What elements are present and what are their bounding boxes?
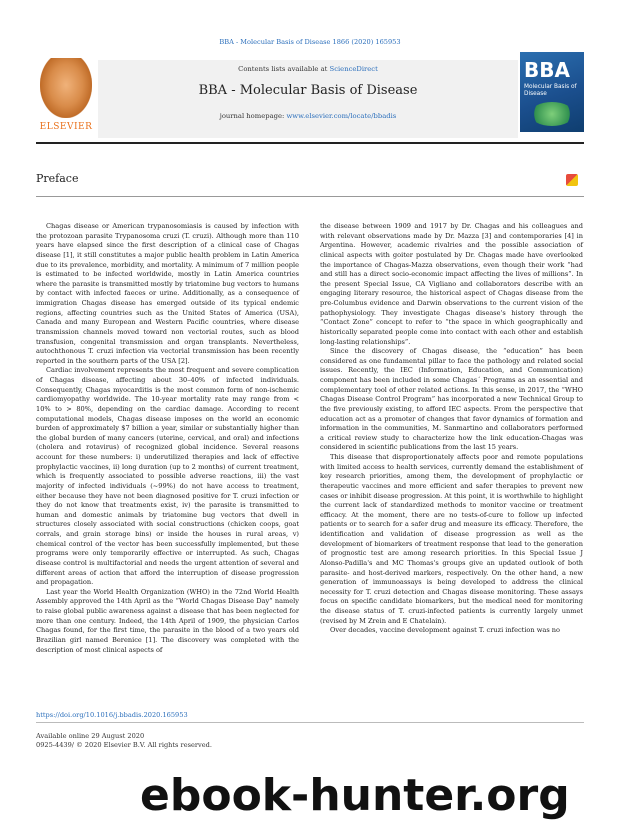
homepage-prefix: journal homepage: [219, 112, 287, 120]
journal-header [36, 52, 584, 138]
header-divider [36, 142, 584, 144]
elsevier-tree-icon [40, 58, 92, 118]
footer-divider [36, 722, 584, 723]
paragraph: This disease that disproportionately affects poor and remote populations with limited access to health services, currently demand the establishment of key research priorities, among them, the development of prophylactic or therapeutic vaccines and more efficient and safer therapies to prevent new cases or inhibit disease progression. At this point, it is worthwhile to highlight the current lack of standardized methods to monitor vaccine or treatment efficacy. At the moment, there are no tests-of-cure to follow up infected patients or to search for a safer drug and measure its efficacy. Therefore, the identification and validation of disease progression as well as the development of biomarkers of treatment response that lead to the generation of prognostic test are among research priorities. In this Special Issue J Alonso-Padilla's and MC Thomas's groups give an updated outlook of both parasite- and host-derived markers, respectively. On the other hand, a new generation of immunoassays is being developed to address the clinical necessity for T. cruzi detection and Chagas disease monitoring. These assays focus on specific candidate biomarkers, but the medical need for monitoring the disease status of T. cruzi-infected patients is currently largely unmet (revised by M Zrein and E Chatelain). [320, 453, 583, 625]
cover-graphic [530, 102, 574, 126]
journal-cover-image [520, 52, 584, 132]
paragraph: Last year the World Health Organization (WHO) in the 72nd World Health Assembly approved the 14th April as the “World Chagas Disease Day” namely to raise global public awareness against a disease that has been neglected for more than one century. Indeed, the 14th April of 1909, the physician Carlos Chagas found, for the first time, the parasite in the blood of a two years old Brazilian girl named Berenice [1]. The discovery was completed with the description of most clinical aspects of [36, 587, 299, 654]
paragraph: Chagas disease or American trypanosomiasis is caused by infection with the protozoan parasite Trypanosoma cruzi (T. cruzi). Although more than 110 years have elapsed since the first description of a clinical case of Chagas disease [1], it still constitutes a major public health problem in Latin America due to its prevalence, morbidity, and mortality. A minimum of 7 million people is estimated to be infected worldwide, mostly in Latin America countries where the parasite is transmitted mostly by triatomine bug vectors to humans by contact with infected faeces or urine. Additionally, as a consequence of immigration Chagas disease has emerged outside of its typical endemic regions, affecting countries such as the United States of America (USA), Canada and many European and Western Pacific countries, where disease transmission channels moved toward non vectorial routes, such as blood transfusion, congenital transmission and organ transplants. Nevertheless, autochthonous T. cruzi infection via vectorial transmission has been recently reported in the southern parts of the USA [2]. [36, 222, 299, 365]
article-title: Preface [36, 172, 79, 185]
cover-title: BBA [524, 58, 570, 82]
doi-link[interactable]: https://doi.org/10.1016/j.bbadis.2020.165953 [36, 711, 188, 719]
right-column [320, 222, 583, 636]
copyright-notice: 0925-4439/ © 2020 Elsevier B.V. All rights reserved. [36, 741, 212, 749]
publisher-logo [36, 58, 96, 134]
homepage-line [98, 112, 518, 120]
paragraph: Since the discovery of Chagas disease, the “education” has been considered as one fundamental pillar to face the pathology and related social issues. Recently, the IEC (Information, Education, and Communication) component has been included in some Chagas´ Programs as an essential and complementary tool of other related actions. In this sense, in 2017, the “WHO Chagas Disease Control Program” has incorporated a new Technical Group to the five previously existing, to afford IEC aspects. From the perspective that education act as a promoter of changes that favor dynamics of formation and information in the communities, M. Sanmartino and collaborators performed a critical review study to characterize how the link education-Chagas was considered in scientific publications from the last 15 years. [320, 347, 583, 452]
left-column [36, 222, 299, 655]
title-divider [36, 196, 584, 197]
paragraph: the disease between 1909 and 1917 by Dr. Chagas and his colleagues and with relevant observations made by Dr. Mazza [3] and contemporaries [4] in Argentina. However, academic rivalries and the possible association of clinical aspects with goiter postulated by Dr. Chagas made have overlooked the importance of Chagas-Mazza observations, even though their work “had and still has a direct socio-economic impact affecting the lives of millions”. In the present Special Issue, CA Vigliano and collaborators describe with an engaging literary resource, the historical aspect of Chagas disease from the pre-Columbus evidence and Darwin observations to the current vision of the pathophysiology. They investigate Chagas disease's history through the “Contact Zone” concept to refer to “the space in which geographically and historically separated people come into contact with each other and establish long-lasting relationships”. [320, 222, 583, 346]
homepage-url-link[interactable]: www.elsevier.com/locate/bbadis [286, 112, 397, 120]
contents-prefix: Contents lists available at [238, 65, 330, 73]
sciencedirect-link[interactable]: ScienceDirect [329, 65, 378, 73]
paragraph: Over decades, vaccine development against T. cruzi infection was no [330, 626, 561, 635]
contents-line [98, 65, 518, 73]
journal-title: BBA - Molecular Basis of Disease [198, 83, 418, 98]
available-online: Available online 29 August 2020 [36, 732, 145, 740]
journal-citation-link[interactable]: BBA - Molecular Basis of Disease 1866 (2020) 165953 [219, 38, 401, 46]
cover-subtitle: Molecular Basis of Disease [524, 84, 577, 97]
crossmark-icon[interactable] [566, 174, 578, 186]
watermark: ebook-hunter.org [140, 770, 570, 821]
publisher-name: ELSEVIER [39, 122, 93, 132]
paragraph: Cardiac involvement represents the most frequent and severe complication of Chagas disease, affecting about 30–40% of infected individuals. Consequently, Chagas myocarditis is the most common form of non-ischemic cardiomyopathy worldwide. The 10-year mortality rate may range from < 10% to > 80%, depending on the cardiac damage. According to recent computational models, Chagas disease imposes on the world an economic burden of approximately $7 billion a year, similar or substantially higher than the global burden of many cancers (uterine, cervical, and oral) and infections (cholera and rotavirus) of recognized global incidence. Several reasons account for these numbers: i) underutilized therapies and lack of effective prophylactic vaccines, ii) long duration (up to 2 months) of current treatment, which is frequently associated to possible adverse reactions, iii) the vast majority of infected individuals (~99%) do not have access to treatment, either because they have not been diagnosed positive for T. cruzi infection or they do not know that treatments exist, iv) the parasite is transmitted to human and domestic animals by triatomine bug vectors that dwell in structures closely associated with social constructions (chicken coops, goat corrals, and grain storage bins) or inside the houses in rural areas, v) chemical control of the vector has been successfully implemented, but these programs were only temporarily effective or interrupted. As such, Chagas disease control is multifactorial and needs the urgent attention of several and different areas of action that afford the interruption of disease progression and propagation. [36, 366, 299, 587]
